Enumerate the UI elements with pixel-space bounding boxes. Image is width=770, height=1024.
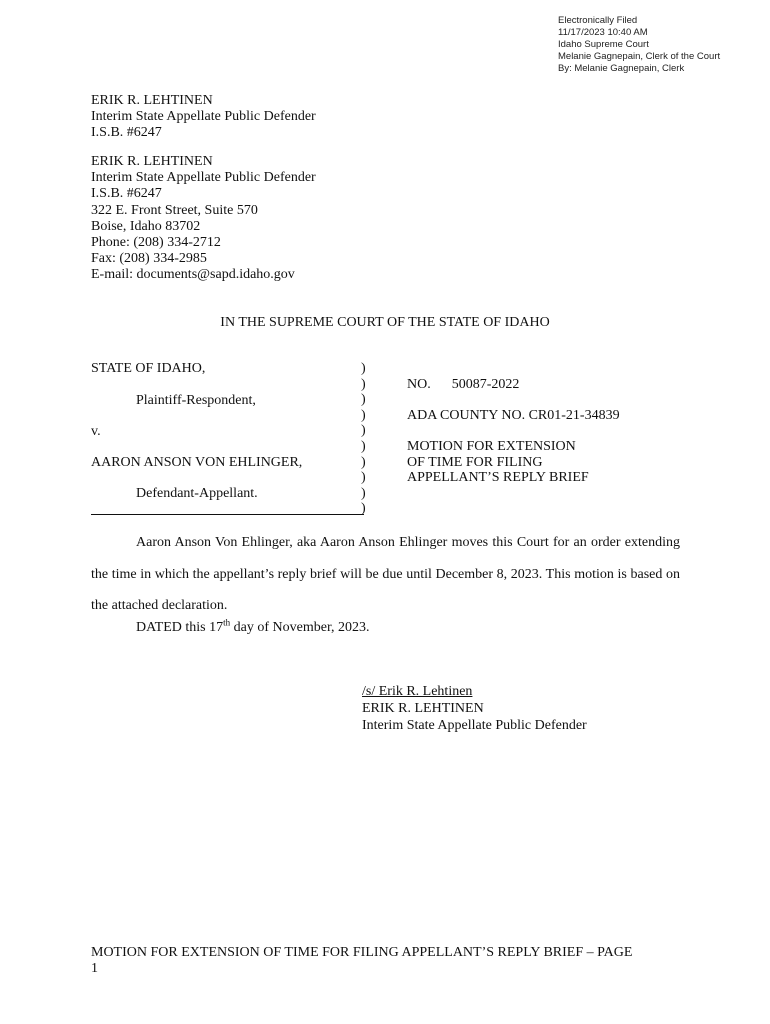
dated-ordinal: th: [223, 617, 231, 628]
motion-title-line: MOTION FOR EXTENSION: [407, 439, 576, 454]
address-street: 322 E. Front Street, Suite 570: [91, 202, 258, 218]
stamp-line: By: Melanie Gagnepain, Clerk: [558, 63, 685, 74]
caption-divider: [91, 514, 364, 515]
attorney-name: ERIK R. LEHTINEN: [91, 93, 213, 108]
case-number-label: NO.: [407, 377, 431, 392]
signer-title: Interim State Appellate Public Defender: [362, 718, 587, 733]
signature-block: [362, 683, 587, 734]
dated-prefix: DATED this 17: [136, 620, 224, 635]
stamp-line: Melanie Gagnepain, Clerk of the Court: [558, 51, 721, 62]
motion-title-line: OF TIME FOR FILING: [407, 454, 543, 470]
email-address: E-mail: documents@sapd.idaho.gov: [91, 267, 295, 283]
versus-label: v.: [91, 424, 101, 439]
attorney-isb: I.S.B. #6247: [91, 125, 162, 141]
stamp-date: 11/17/2023 10:40 AM: [558, 27, 648, 38]
defendant-role: Defendant-Appellant.: [136, 486, 258, 501]
stamp-line: Electronically Filed: [558, 15, 638, 26]
county-case-number: ADA COUNTY NO. CR01-21-34839: [407, 408, 620, 423]
plaintiff-name: STATE OF IDAHO,: [91, 361, 206, 376]
dated-line: [136, 617, 370, 636]
address-city: Boise, Idaho 83702: [91, 218, 201, 234]
phone-number: Phone: (208) 334-2712: [91, 235, 221, 251]
attorney-name: ERIK R. LEHTINEN: [91, 154, 213, 169]
case-number: [407, 377, 519, 393]
dated-suffix: day of November, 2023.: [230, 620, 370, 635]
motion-paragraph: Aaron Anson Von Ehlinger, aka Aaron Anson Ehlinger moves this Court for an order extending the time in which the appellant’s reply brief will be due until December 8, 2023. This motion is based on the attached declaration.: [91, 535, 680, 613]
attorney-title: Interim State Appellate Public Defender: [91, 170, 316, 186]
plaintiff-role: Plaintiff-Respondent,: [136, 393, 256, 408]
fax-number: Fax: (208) 334-2985: [91, 251, 207, 267]
paren: ): [361, 376, 366, 392]
motion-body: [91, 527, 680, 622]
paren: ): [361, 454, 366, 470]
paren: ): [361, 485, 366, 501]
defendant-name: AARON ANSON VON EHLINGER,: [91, 455, 303, 470]
attorney-header: [91, 93, 316, 142]
signer-name: ERIK R. LEHTINEN: [362, 701, 484, 716]
paren: ): [361, 501, 366, 517]
paren: ): [361, 438, 366, 454]
paren: ): [361, 361, 366, 376]
motion-title-line: APPELLANT’S REPLY BRIEF: [407, 470, 589, 486]
court-title: IN THE SUPREME COURT OF THE STATE OF IDAHO: [220, 315, 550, 330]
attorney-title: Interim State Appellate Public Defender: [91, 109, 316, 125]
caption-parentheses: [361, 361, 366, 517]
paren: ): [361, 423, 366, 439]
electronic-signature: /s/ Erik R. Lehtinen: [362, 684, 473, 699]
paren: ): [361, 407, 366, 423]
paren: ): [361, 392, 366, 408]
case-number-value: 50087-2022: [451, 377, 520, 392]
attorney-contact: [91, 154, 316, 284]
attorney-isb: I.S.B. #6247: [91, 186, 162, 202]
page-number: 1: [91, 961, 98, 976]
filing-stamp: [558, 15, 720, 75]
page-footer: [91, 945, 691, 977]
footer-title: MOTION FOR EXTENSION OF TIME FOR FILING APPELLANT’S REPLY BRIEF – PAGE: [91, 945, 633, 960]
motion-title: [407, 439, 589, 486]
stamp-line: Idaho Supreme Court: [558, 39, 649, 50]
paren: ): [361, 470, 366, 486]
